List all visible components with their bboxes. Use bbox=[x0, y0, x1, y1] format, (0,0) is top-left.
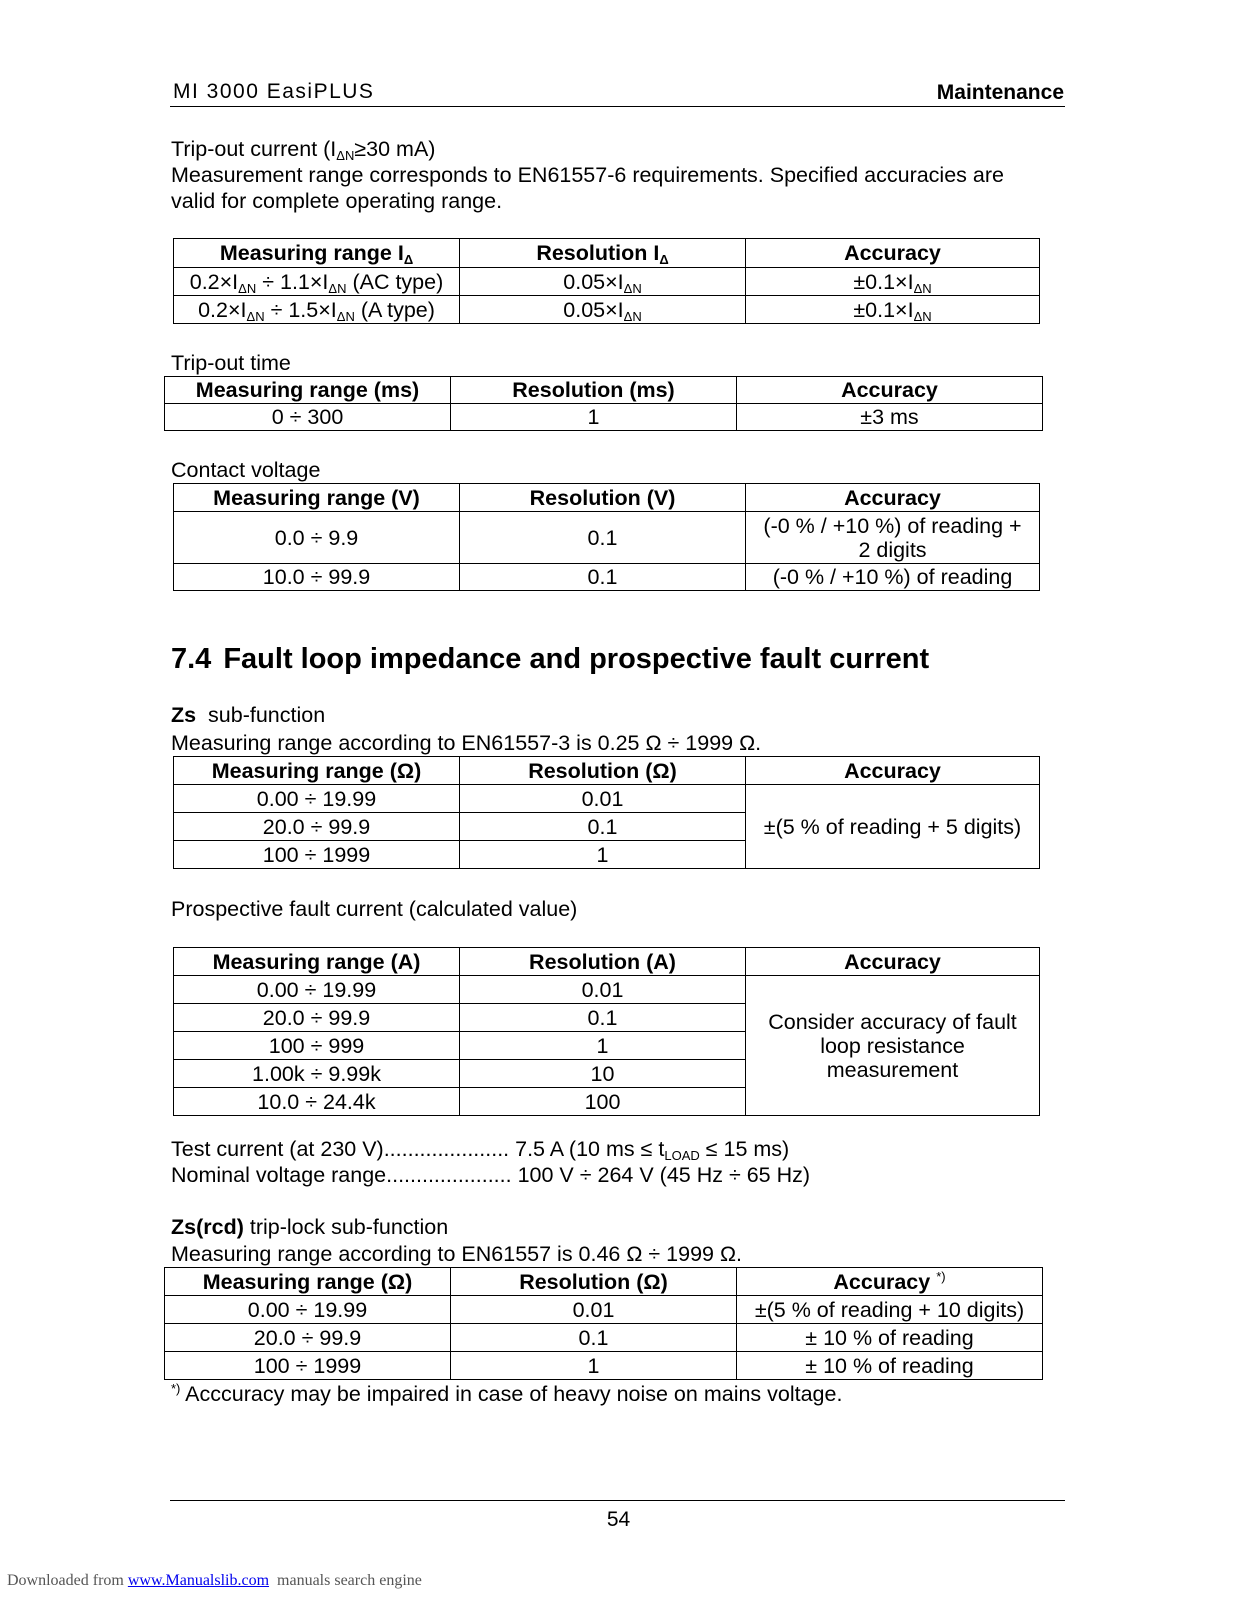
col-header-accuracy: Accuracy bbox=[746, 239, 1040, 268]
cell-resolution: 0.1 bbox=[460, 512, 746, 564]
tripout-current-title-sub: ΔN bbox=[336, 148, 355, 163]
cell-resolution: 1 bbox=[460, 1032, 746, 1060]
zsrcd-table bbox=[164, 1267, 1043, 1380]
cell-range: 0.00 ÷ 19.99 bbox=[174, 785, 460, 813]
col-header-range: Measuring range (A) bbox=[174, 948, 460, 976]
col-header-resolution: Resolution (V) bbox=[460, 484, 746, 512]
table-row bbox=[174, 564, 1040, 591]
table-header-row bbox=[165, 1268, 1043, 1296]
contact-voltage-table bbox=[173, 483, 1040, 591]
cell-accuracy: (-0 % / +10 %) of reading + 2 digits bbox=[746, 512, 1040, 564]
col-header-resolution: Resolution (Ω) bbox=[451, 1268, 737, 1296]
table-header-row bbox=[174, 948, 1040, 976]
col-header-accuracy: Accuracy *) bbox=[737, 1268, 1043, 1296]
zs-table bbox=[173, 756, 1040, 869]
col-header-accuracy: Accuracy bbox=[746, 757, 1040, 785]
col-header-range: Measuring range (Ω) bbox=[165, 1268, 451, 1296]
tripout-current-table bbox=[173, 238, 1040, 324]
col-header-accuracy: Accuracy bbox=[746, 484, 1040, 512]
tripout-current-title-tail: ≥30 mA) bbox=[354, 137, 436, 161]
cell-resolution: 0.1 bbox=[451, 1324, 737, 1352]
cell-resolution: 100 bbox=[460, 1088, 746, 1116]
cell-range: $0.2\times I_{\Delta N} \div 1.1\times I_{\Delta N}$ (AC type) bbox=[174, 268, 460, 296]
zs-range-text: Measuring range according to EN61557-3 is 0.25 Ω ÷ 1999 Ω. bbox=[171, 731, 762, 755]
table-header-row bbox=[174, 757, 1040, 785]
tripout-time-table bbox=[164, 376, 1043, 431]
header-rule bbox=[170, 106, 1065, 107]
col-header-range: Measuring range $I_\Delta$ bbox=[174, 239, 460, 268]
col-header-accuracy: Accuracy bbox=[746, 948, 1040, 976]
cell-accuracy: $\pm 0.1\times I_{\Delta N}$ bbox=[746, 268, 1040, 296]
cell-accuracy: ±(5 % of reading + 5 digits) bbox=[746, 785, 1040, 869]
zs-subfunction-title: Zs sub-function bbox=[171, 703, 326, 727]
cell-resolution: 0.1 bbox=[460, 1004, 746, 1032]
cell-range: 10.0 ÷ 99.9 bbox=[174, 564, 460, 591]
col-header-range: Measuring range (ms) bbox=[165, 377, 451, 404]
download-note: Downloaded from www.Manualslib.com manuals search engine bbox=[7, 1572, 422, 1589]
footer-rule bbox=[170, 1500, 1065, 1501]
cell-resolution: 1 bbox=[451, 1352, 737, 1380]
cell-range: $0.2\times I_{\Delta N} \div 1.5\times I_{\Delta N}$ (A type) bbox=[174, 296, 460, 324]
cell-resolution: 0.01 bbox=[451, 1296, 737, 1324]
cell-range: 20.0 ÷ 99.9 bbox=[174, 1004, 460, 1032]
cell-accuracy: Consider accuracy of fault loop resistance measurement bbox=[746, 976, 1040, 1116]
cell-accuracy: $\pm 0.1\times I_{\Delta N}$ bbox=[746, 296, 1040, 324]
cell-range: 0.00 ÷ 19.99 bbox=[174, 976, 460, 1004]
cell-range: 20.0 ÷ 99.9 bbox=[174, 813, 460, 841]
header-doc-title: MI 3000 EasiPLUS bbox=[173, 80, 375, 103]
col-header-resolution: Resolution (Ω) bbox=[460, 757, 746, 785]
cell-range: 1.00k ÷ 9.99k bbox=[174, 1060, 460, 1088]
zsrcd-subfunction-title: Zs(rcd) trip-lock sub-function bbox=[171, 1215, 449, 1239]
table-row bbox=[174, 976, 1040, 1004]
tripout-time-title: Trip-out time bbox=[171, 351, 291, 375]
cell-resolution: 10 bbox=[460, 1060, 746, 1088]
manualslib-link[interactable]: www.Manualslib.com bbox=[127, 1572, 270, 1589]
table-row bbox=[165, 1324, 1043, 1352]
cell-resolution: $0.05\times I_{\Delta N}$ bbox=[460, 268, 746, 296]
cell-range: 0.00 ÷ 19.99 bbox=[165, 1296, 451, 1324]
nominal-voltage-spec: Nominal voltage range..................... 100 V ÷ 264 V (45 Hz ÷ 65 Hz) bbox=[171, 1163, 811, 1187]
cell-range: 20.0 ÷ 99.9 bbox=[165, 1324, 451, 1352]
header-section-name: Maintenance bbox=[936, 81, 1064, 104]
cell-resolution: $0.05\times I_{\Delta N}$ bbox=[460, 296, 746, 324]
table-row bbox=[174, 296, 1040, 324]
cell-accuracy: ±(5 % of reading + 10 digits) bbox=[737, 1296, 1043, 1324]
tripout-current-text-2: valid for complete operating range. bbox=[171, 189, 503, 213]
table-row bbox=[174, 512, 1040, 564]
cell-resolution: 0.01 bbox=[460, 976, 746, 1004]
cell-range: 0.0 ÷ 9.9 bbox=[174, 512, 460, 564]
cell-resolution: 1 bbox=[451, 404, 737, 431]
col-header-range: Measuring range (V) bbox=[174, 484, 460, 512]
page-number: 54 bbox=[606, 1508, 631, 1531]
table-row bbox=[165, 1296, 1043, 1324]
zsrcd-range-text: Measuring range according to EN61557 is 0.46 Ω ÷ 1999 Ω. bbox=[171, 1242, 743, 1266]
section-heading bbox=[171, 643, 929, 676]
table-row bbox=[174, 268, 1040, 296]
pfc-title: Prospective fault current (calculated value) bbox=[171, 897, 578, 921]
cell-accuracy: ±3 ms bbox=[737, 404, 1043, 431]
cell-resolution: 0.1 bbox=[460, 813, 746, 841]
table-row bbox=[174, 785, 1040, 813]
cell-range: 100 ÷ 999 bbox=[174, 1032, 460, 1060]
table-row bbox=[165, 404, 1043, 431]
cell-range: 0 ÷ 300 bbox=[165, 404, 451, 431]
cell-range: 100 ÷ 1999 bbox=[174, 841, 460, 869]
cell-resolution: 1 bbox=[460, 841, 746, 869]
tripout-current-title-text: Trip-out current (I bbox=[171, 137, 337, 161]
cell-accuracy: ± 10 % of reading bbox=[737, 1352, 1043, 1380]
col-header-accuracy: Accuracy bbox=[737, 377, 1043, 404]
cell-accuracy: (-0 % / +10 %) of reading bbox=[746, 564, 1040, 591]
footnote: *) Acccuracy may be impaired in case of heavy noise on mains voltage. bbox=[171, 1381, 843, 1406]
section-number: 7.4 bbox=[171, 643, 212, 675]
contact-voltage-title: Contact voltage bbox=[171, 458, 321, 482]
table-header-row bbox=[174, 484, 1040, 512]
cell-range: 10.0 ÷ 24.4k bbox=[174, 1088, 460, 1116]
table-header-row bbox=[174, 239, 1040, 268]
col-header-resolution: Resolution $I_\Delta$ bbox=[460, 239, 746, 268]
table-row bbox=[165, 1352, 1043, 1380]
cell-resolution: 0.01 bbox=[460, 785, 746, 813]
col-header-resolution: Resolution (ms) bbox=[451, 377, 737, 404]
col-header-resolution: Resolution (A) bbox=[460, 948, 746, 976]
pfc-table bbox=[173, 947, 1040, 1116]
test-current-spec: Test current (at 230 V)..................... 7.5 A (10 ms ≤ $t_{LOAD} \le 15$ ms) bbox=[171, 1137, 790, 1163]
tripout-current-text-1: Measurement range corresponds to EN61557-6 requirements. Specified accuracies are bbox=[171, 163, 1004, 187]
cell-accuracy: ± 10 % of reading bbox=[737, 1324, 1043, 1352]
cell-range: 100 ÷ 1999 bbox=[165, 1352, 451, 1380]
tripout-current-title bbox=[171, 136, 435, 162]
col-header-range: Measuring range (Ω) bbox=[174, 757, 460, 785]
cell-resolution: 0.1 bbox=[460, 564, 746, 591]
section-title: Fault loop impedance and prospective fault current bbox=[223, 643, 930, 675]
table-header-row bbox=[165, 377, 1043, 404]
